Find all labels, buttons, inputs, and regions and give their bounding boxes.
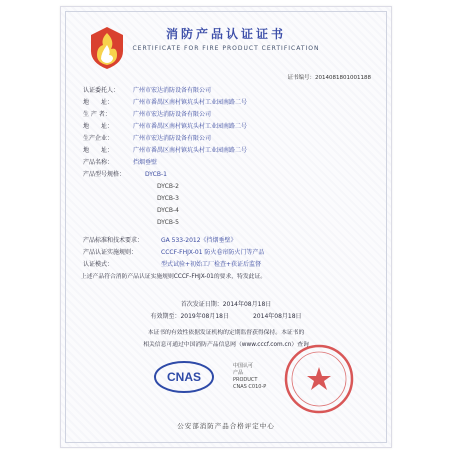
info-row: 产品标准和技术要求： GA 533-2012《挡烟垂壁》 [83, 237, 237, 244]
certificate-title: 消防产品认证证书 [165, 27, 286, 41]
validity-period: 有效期至：2019年08月18日 2014年08月18日 [150, 313, 302, 320]
issuing-authority: 公安部消防产品合格评定中心 [177, 422, 275, 430]
cnas-caption: 中国认可 产品 PRODUCT CNAS C010-P [233, 363, 267, 390]
notice-line: 相关信息可通过中国消防产品信息网（www.cccf.com.cn）查询 [143, 342, 309, 348]
info-row: 认证模式： 型式试验+初始工厂检查+获证后监督 [83, 261, 262, 268]
model-item: DYCB-5 [157, 219, 179, 226]
certificate-subtitle: CERTIFICATE FOR FIRE PRODUCT CERTIFICATION [132, 45, 320, 52]
info-row: 地 址： 广州市番禺区南村镇坑头村工业园南路二号 [83, 99, 248, 106]
info-row: 地 址： 广州市番禺区南村镇坑头村工业园南路二号 [83, 123, 248, 130]
official-seal-icon [283, 343, 355, 415]
certificate [60, 6, 392, 448]
cnas-logo-icon [153, 359, 215, 395]
info-row: 生产企业： 广州市宏达消防设备有限公司 [83, 135, 212, 142]
model-item: DYCB-4 [157, 207, 179, 214]
conformity-statement: 上述产品符合消防产品认证实施规则CCCF-FHJX-01的要求，特发此证。 [81, 274, 267, 280]
first-issue-date: 首次发证日期：2014年08月18日 [180, 301, 272, 308]
info-row: 产品型号规格： DYCB-1 [83, 171, 167, 178]
info-row: 产品名称： 挡烟垂壁 [83, 159, 158, 166]
info-row: 认证委托人： 广州市宏达消防设备有限公司 [83, 87, 212, 94]
certificate-number: 证书编号：2014081801001188 [287, 75, 371, 81]
info-row: 产品认证实施规则： CCCF-FHJX-01 防火卷帘防火门等产品 [83, 249, 265, 256]
svg-text:CNAS: CNAS [166, 370, 202, 384]
info-row: 生 产 者： 广州市宏达消防设备有限公司 [83, 111, 212, 118]
info-row: 地 址： 广州市番禺区南村镇坑头村工业园南路二号 [83, 147, 248, 154]
model-item: DYCB-2 [157, 183, 179, 190]
notice-line: 本证书的有效性依据发证机构的定期监督获得保持。本证书的 [147, 330, 305, 336]
model-item: DYCB-3 [157, 195, 179, 202]
